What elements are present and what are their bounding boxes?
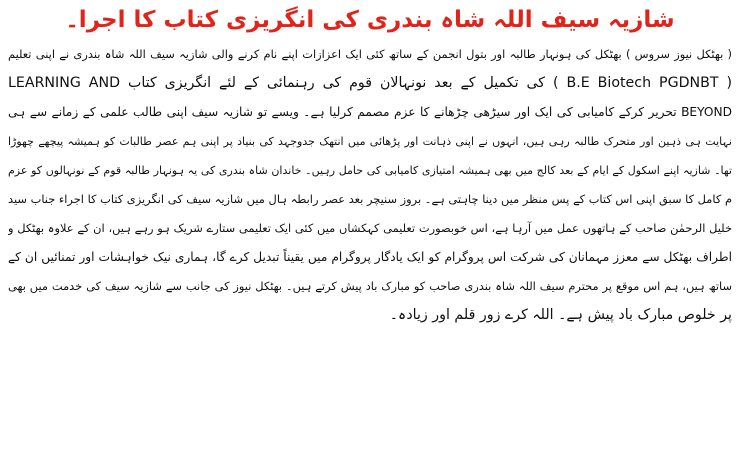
article-line: ( B.E Biotech PGDNBT ) کی تکمیل کے بعد نونہالان قوم کی رہنمائی کے لئے انگریزی کتاب LEARNING AND [8,75,732,91]
article-line-last: پر خلوص مبارک باد پیش ہے۔ اللہ کرے زور قلم اور زیادہ۔ [389,307,732,323]
article-line: ( بھٹکل نیوز سروس ) بھٹکل کی ہونہار طالبہ اور بتول انجمن کے ساتھ کئی ایک اعزازات اپنے نام کرنے والی شازیہ سیف اللہ شاہ بندری نے اپنی تعلیم [8,47,732,61]
article-line: خلیل الرحمٰن صاحب کے ہاتھوں عمل میں آرہا ہے، اس خوبصورت تعلیمی کہکشاں میں کئی ایک تعلیمی ستارے شریک ہو رہے ہیں، ان کے علاوہ بھٹکل و [8,221,732,235]
article-title: شازیہ سیف اللہ شاہ بندری کی انگریزی کتاب کا اجرا۔ [65,7,675,33]
article-body [8,40,732,330]
article-line: BEYOND تحریر کرکے کامیابی کی ایک اور سیڑھی چڑھانے کا عزم مصمم کرلیا ہے۔ ویسے تو شازیہ سیف اپنی طالب علمی کے زمانے سے ہی [8,105,732,119]
article-line: نہایت ہی ذہین اور متحرک طالبہ رہی ہیں، انہوں نے اپنی ذہانت اور پڑھائی میں انتھک جدوجہد کی بنیاد پر اپنی ہم عصر طالبات کو ہمیشہ پیچھے چھوڑا [8,135,732,148]
article-line: م کامل کا سبق اپنی اس کتاب کے پس منظر میں دینا چاہتی ہے۔ بروز سنیچر بعد عصر رابطہ ہال میں شازیہ سیف کی انگریزی کتاب کا اجراء جناب سید [8,192,732,206]
article-line: اطراف بھٹکل سے معزز مہمانان کی شرکت اس پروگرام کو ایک یادگار پروگرام میں یقیناً تبدیل کرے گا، ہماری نیک خواہشات اور تمنائیں ان کے [8,250,732,264]
article-line: تھا۔ شازیہ اپنے اسکول کے ایام کے بعد کالج میں بھی ہمیشہ امتیازی کامیابی کی حامل رہیں۔ خاندان شاہ بندری کی یہ ہونہار طالبہ قوم کے نونہالوں کو عزم [8,164,732,177]
article-line: ساتھ ہیں، ہم اس موقع پر محترم سیف اللہ شاہ بندری صاحب کو مبارک باد پیش کرتے ہیں۔ بھٹکل نیوز کی جانب سے شازیہ سیف کی خدمت میں بھی [8,279,732,293]
